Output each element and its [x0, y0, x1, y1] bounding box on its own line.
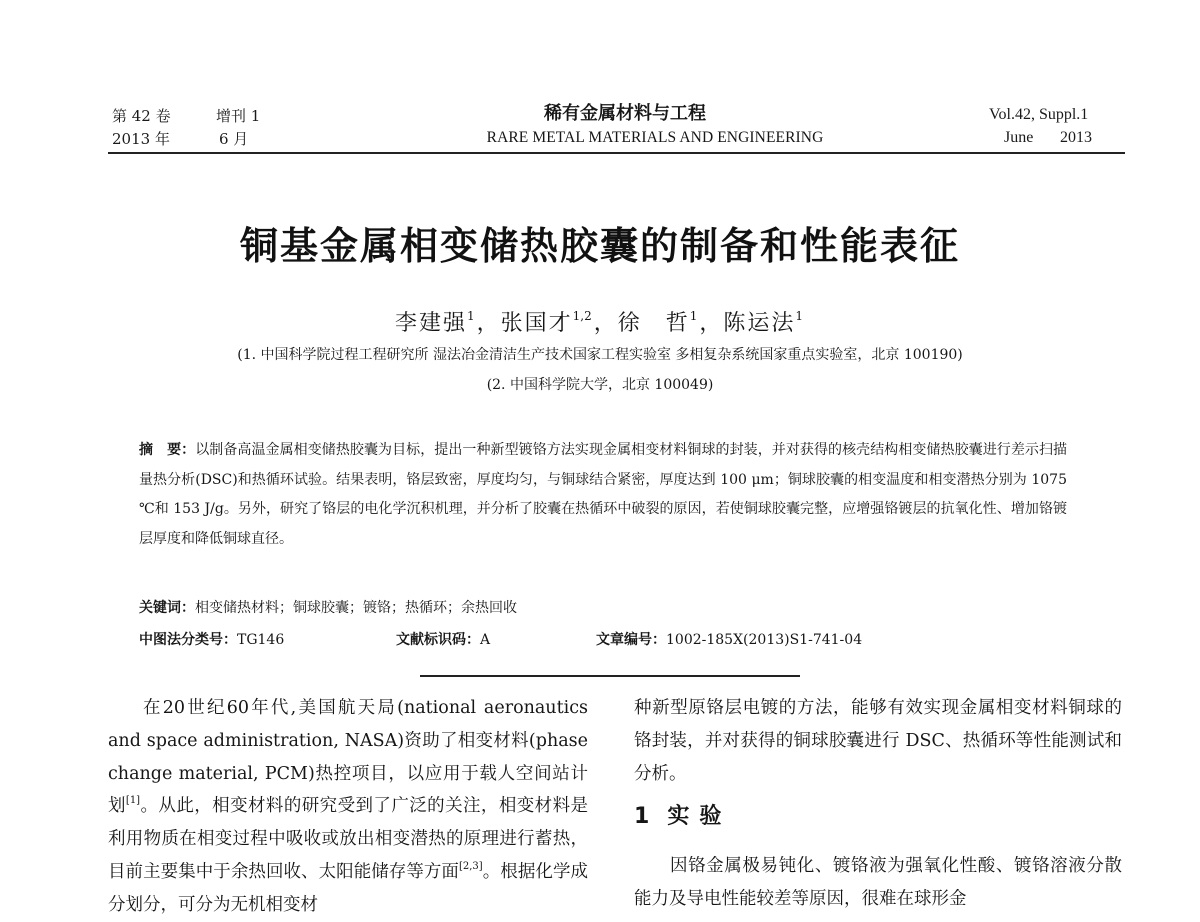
doc-code-label: 文献标识码： — [396, 632, 480, 648]
author-name: 张国才 — [500, 311, 573, 336]
section-title: 实验 — [667, 804, 732, 829]
author-list: 李建强$^1$，张国才$^{1,2}$，徐 哲$^1$，陈运法$^1$ — [394, 309, 804, 336]
journal-title-en: RARE METAL MATERIALS AND ENGINEERING — [486, 129, 824, 146]
doc-code-value: A — [480, 632, 491, 648]
volume-cn: 第 42 卷 — [112, 107, 171, 125]
paper-title: 铜基金属相变储热胶囊的制备和性能表征 — [239, 224, 960, 268]
keywords-text: 相变储热材料；铜球胶囊；镀铬；热循环；余热回收 — [195, 600, 517, 616]
abstract-separator — [420, 675, 800, 677]
keywords — [139, 598, 517, 618]
clc-label: 中图法分类号： — [139, 632, 237, 648]
year-cn: 2013 年 — [112, 130, 170, 148]
author-name: 徐 哲 — [617, 311, 690, 336]
experiment-paragraph: 因铬金属极易钝化、镀铬液为强氧化性酸、镀铬溶液分散能力及导电性能较差等原因，很难在球形金 — [634, 856, 1122, 909]
affiliation-1: (1. 中国科学院过程工程研究所 湿法冶金清洁生产技术国家工程实验室 多相复杂系统国家重点实验室，北京 100190) — [237, 347, 963, 363]
author-name: 陈运法 — [723, 311, 796, 336]
author-name: 李建强 — [394, 311, 467, 336]
intro-text: 。根据化学成分划分，可分为无机相变材 — [108, 861, 588, 915]
keywords-label: 关键词： — [139, 600, 195, 616]
article-number-value: 1002-185X(2013)S1-741-04 — [666, 632, 863, 648]
header-rule — [108, 152, 1125, 154]
experiment-paragraph-block — [634, 850, 1122, 922]
year-en: 2013 — [1060, 129, 1092, 146]
author-affiliation-mark: 1 — [689, 309, 698, 323]
article-number-label: 文章编号： — [596, 632, 666, 648]
author-affiliation-mark: 1 — [466, 309, 475, 323]
article-number — [596, 630, 862, 650]
body-left-column — [108, 692, 588, 922]
issue-cn: 增刊 1 — [216, 107, 261, 125]
volume-en: Vol.42, Suppl.1 — [989, 106, 1089, 123]
intro-text: 在20世纪60年代,美国航天局(national aeronautics and space administration, NASA)资助了相变材料(phase change material, PCM)热控项目，以应用于载人空间站计划 — [108, 698, 588, 817]
abstract-label: 摘 要： — [139, 442, 196, 458]
month-cn: 6 月 — [219, 130, 249, 148]
section-number: 1 — [634, 804, 650, 829]
intro-continuation: 种新型原铬层电镀的方法，能够有效实现金属相变材料铜球的铬封装，并对获得的铜球胶囊进行 DSC、热循环等性能测试和分析。 — [634, 698, 1122, 784]
journal-title-cn: 稀有金属材料与工程 — [544, 103, 706, 124]
document-code — [396, 630, 490, 650]
abstract-text: 以制备高温金属相变储热胶囊为目标，提出一种新型镀铬方法实现金属相变材料铜球的封装，并对获得的核壳结构相变储热胶囊进行差示扫描量热分析(DSC)和热循环试验。结果表明，铬层致密，厚度均匀，与铜球结合紧密，厚度达到 100 μm；铜球胶囊的相变温度和相变潜热分别为 1075 ℃和 153 J/g。另外，研究了铬层的电化学沉积机理，并分析了胶囊在热循环中破裂的原因，若使铜球胶囊完整，应增强铬镀层的抗氧化性、增加铬镀层厚度和降低铜球直径。 — [139, 442, 1068, 547]
clc-value: TG146 — [237, 632, 285, 648]
citation: [1] — [125, 795, 141, 807]
month-en: June — [1004, 129, 1034, 146]
clc-number — [139, 630, 284, 650]
author-affiliation-mark: 1,2 — [572, 309, 592, 323]
section-heading — [634, 802, 731, 832]
affiliation-2: (2. 中国科学院大学，北京 100049) — [486, 377, 714, 393]
abstract — [139, 436, 1067, 554]
citation: [2,3] — [458, 860, 483, 872]
body-right-column — [634, 692, 1122, 790]
author-affiliation-mark: 1 — [795, 309, 804, 323]
intro-text: 。从此，相变材料的研究受到了广泛的关注，相变材料是利用物质在相变过程中吸收或放出相变潜热的原理进行蓄热，目前主要集中于余热回收、太阳能储存等方面 — [108, 796, 588, 882]
intro-paragraph — [108, 692, 588, 922]
